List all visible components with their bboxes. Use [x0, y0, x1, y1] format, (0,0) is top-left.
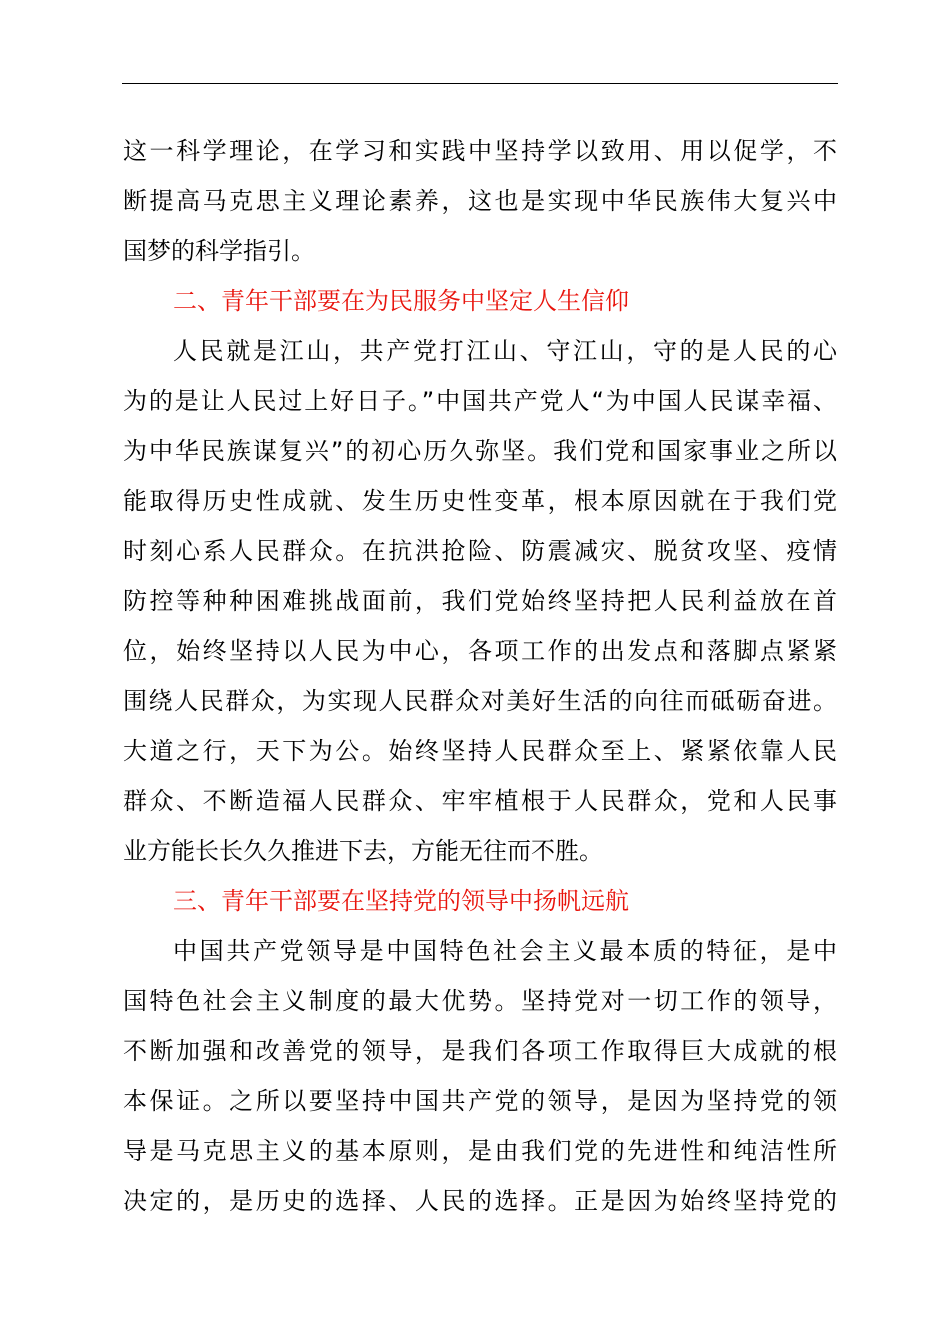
text-line — [123, 926, 843, 976]
text-line — [123, 826, 843, 876]
text-line-content: 不断加强和改善党的领导，是我们各项工作取得巨大成就的根 — [123, 1037, 837, 1065]
header-rule — [122, 83, 838, 84]
text-line — [123, 426, 843, 476]
text-line — [123, 176, 843, 226]
text-line — [123, 976, 843, 1026]
text-line-content: 业方能长长久久推进下去，方能无往而不胜。 — [123, 837, 603, 865]
text-line — [123, 676, 843, 726]
text-line — [123, 1126, 843, 1176]
text-line-content: 为中华民族谋复兴”的初心历久弥坚。我们党和国家事业之所以 — [123, 437, 837, 465]
text-line-content: 这一科学理论，在学习和实践中坚持学以致用、用以促学，不 — [123, 137, 837, 165]
text-line — [123, 576, 843, 626]
text-line-content: 时刻心系人民群众。在抗洪抢险、防震减灾、脱贫攻坚、疫情 — [123, 537, 837, 565]
text-line-content: 导是马克思主义的基本原则，是由我们党的先进性和纯洁性所 — [123, 1137, 837, 1165]
text-line-content: 断提高马克思主义理论素养，这也是实现中华民族伟大复兴中 — [123, 187, 837, 215]
text-line — [123, 476, 843, 526]
text-line — [123, 1176, 843, 1226]
text-line — [123, 526, 843, 576]
text-line-content: 中国共产党领导是中国特色社会主义最本质的特征，是中 — [173, 937, 837, 965]
section-heading — [123, 876, 843, 926]
section-heading-text: 三、青年干部要在坚持党的领导中扬帆远航 — [173, 887, 629, 915]
text-line — [123, 1076, 843, 1126]
text-line — [123, 626, 843, 676]
text-line-content: 人民就是江山，共产党打江山、守江山，守的是人民的心 — [173, 337, 837, 365]
text-line-content: 国特色社会主义制度的最大优势。坚持党对一切工作的领导， — [123, 987, 837, 1015]
text-line — [123, 1026, 843, 1076]
text-line — [123, 126, 843, 176]
text-line-content: 决定的，是历史的选择、人民的选择。正是因为始终坚持党的 — [123, 1187, 837, 1215]
text-line-content: 位，始终坚持以人民为中心，各项工作的出发点和落脚点紧紧 — [123, 637, 837, 665]
document-body — [123, 126, 843, 1226]
section-heading — [123, 276, 843, 326]
text-line-content: 围绕人民群众，为实现人民群众对美好生活的向往而砥砺奋进。 — [123, 687, 837, 715]
text-line — [123, 376, 843, 426]
text-line-content: 群众、不断造福人民群众、牢牢植根于人民群众，党和人民事 — [123, 787, 837, 815]
text-line — [123, 326, 843, 376]
text-line-content: 本保证。之所以要坚持中国共产党的领导，是因为坚持党的领 — [123, 1087, 837, 1115]
text-line-content: 国梦的科学指引。 — [123, 237, 315, 265]
text-line-content: 能取得历史性成就、发生历史性变革，根本原因就在于我们党 — [123, 487, 837, 515]
text-line-content: 为的是让人民过上好日子。”中国共产党人“为中国人民谋幸福、 — [123, 387, 837, 415]
text-line-content: 大道之行，天下为公。始终坚持人民群众至上、紧紧依靠人民 — [123, 737, 837, 765]
text-line — [123, 726, 843, 776]
text-line-content: 防控等种种困难挑战面前，我们党始终坚持把人民利益放在首 — [123, 587, 837, 615]
section-heading-text: 二、青年干部要在为民服务中坚定人生信仰 — [173, 287, 629, 315]
text-line — [123, 776, 843, 826]
text-line — [123, 226, 843, 276]
